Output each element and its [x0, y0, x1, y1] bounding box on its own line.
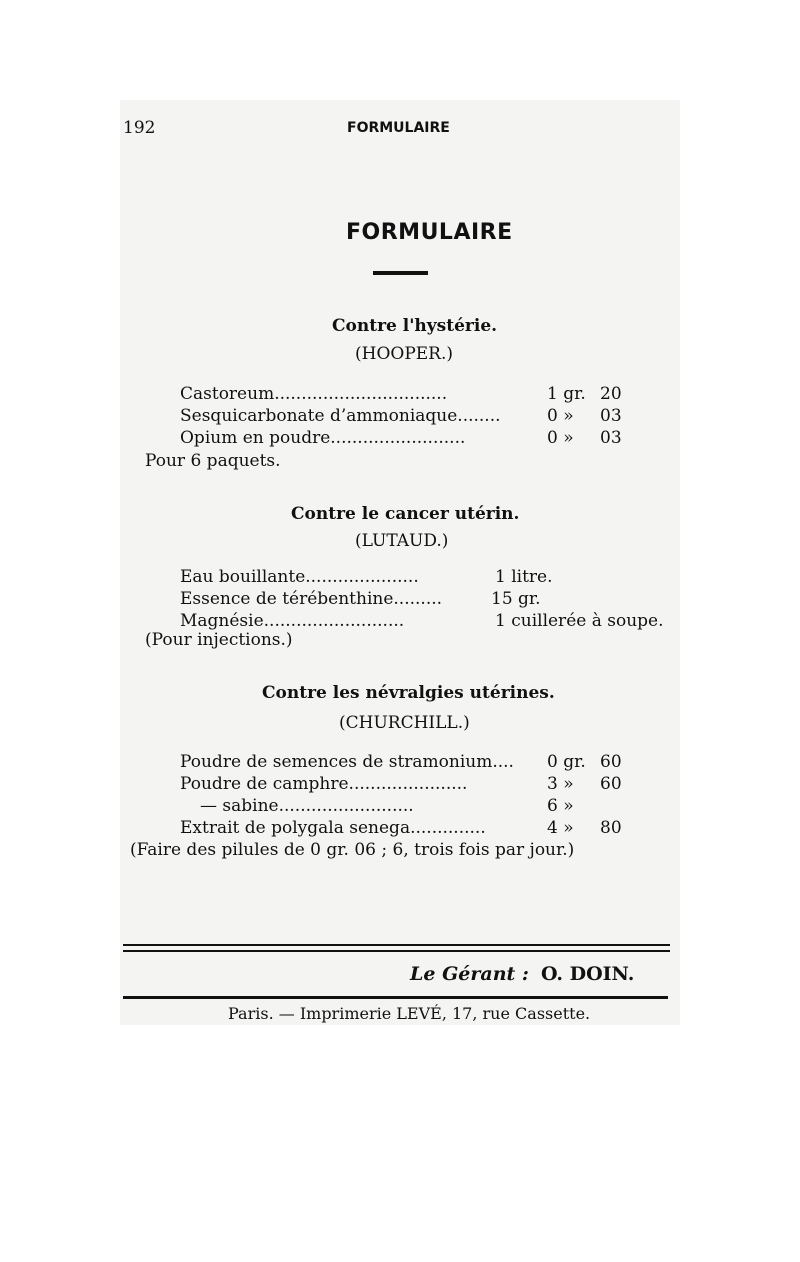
- footer-double-rule-top: [123, 944, 670, 946]
- ingredient-decimal: 03: [600, 406, 622, 426]
- ingredient-decimal: 20: [600, 384, 622, 404]
- running-title: FORMULAIRE: [347, 120, 450, 136]
- imprint-line: Paris. — Imprimerie LEVÉ, 17, rue Cassette.: [228, 1004, 591, 1023]
- ingredient-decimal: 60: [600, 752, 622, 772]
- page-number: 192: [123, 118, 156, 138]
- ingredient-row: [180, 610, 664, 632]
- ingredient-quantity: 3 »: [547, 774, 574, 794]
- ingredient-quantity: 0 »: [547, 428, 574, 448]
- ingredient-decimal: 60: [600, 774, 622, 794]
- section-author: (LUTAUD.): [355, 531, 449, 551]
- gerant-line: [410, 963, 634, 985]
- ingredient-quantity: 1 cuillerée à soupe.: [495, 611, 664, 631]
- ingredient-name: Extrait de polygala senega..............: [180, 818, 486, 838]
- section-author: (HOOPER.): [355, 344, 454, 364]
- section-author: (CHURCHILL.): [339, 713, 470, 733]
- ingredient-row: [180, 566, 553, 588]
- ingredient-row: [180, 773, 622, 795]
- ingredient-row: [180, 795, 574, 817]
- section-title: Contre l'hystérie.: [332, 316, 498, 336]
- ingredient-quantity: 6 »: [547, 796, 574, 816]
- ingredient-name: Essence de térébenthine.........: [180, 589, 443, 609]
- imprint-rule: [123, 996, 668, 999]
- ingredient-name: Poudre de camphre......................: [180, 774, 468, 794]
- ingredient-row: [180, 751, 622, 773]
- ingredient-row: [180, 588, 541, 610]
- ingredient-name: Eau bouillante.....................: [180, 567, 419, 587]
- ingredient-name: Magnésie..........................: [180, 611, 405, 631]
- ingredient-decimal: 80: [600, 818, 622, 838]
- page-title: FORMULAIRE: [346, 220, 513, 245]
- ingredient-quantity: 0 gr.: [547, 752, 586, 772]
- section-note: (Faire des pilules de 0 gr. 06 ; 6, trois fois par jour.): [130, 840, 575, 860]
- ingredient-row: [180, 383, 622, 405]
- ingredient-quantity: 15 gr.: [491, 589, 541, 609]
- gerant-label: Le Gérant :: [410, 963, 529, 985]
- ingredient-row: [180, 817, 622, 839]
- footer-double-rule-bottom: [123, 950, 670, 952]
- ingredient-quantity: 1 litre.: [495, 567, 553, 587]
- section-note: Pour 6 paquets.: [145, 451, 281, 471]
- ingredient-name: Opium en poudre.........................: [180, 428, 466, 448]
- ingredient-quantity: 1 gr.: [547, 384, 586, 404]
- ingredient-name: — sabine.........................: [200, 796, 414, 816]
- ingredient-row: [180, 405, 622, 427]
- ingredient-decimal: 03: [600, 428, 622, 448]
- ingredient-row: [180, 427, 622, 449]
- section-title: Contre le cancer utérin.: [291, 504, 520, 524]
- ingredient-name: Sesquicarbonate d’ammoniaque........: [180, 406, 501, 426]
- section-title: Contre les névralgies utérines.: [262, 683, 555, 703]
- ingredient-quantity: 4 »: [547, 818, 574, 838]
- gerant-name: O. DOIN.: [540, 963, 635, 985]
- ingredient-quantity: 0 »: [547, 406, 574, 426]
- section-note: (Pour injections.): [145, 630, 293, 650]
- ingredient-name: Poudre de semences de stramonium....: [180, 752, 514, 772]
- ingredient-name: Castoreum................................: [180, 384, 448, 404]
- title-rule: [373, 271, 428, 275]
